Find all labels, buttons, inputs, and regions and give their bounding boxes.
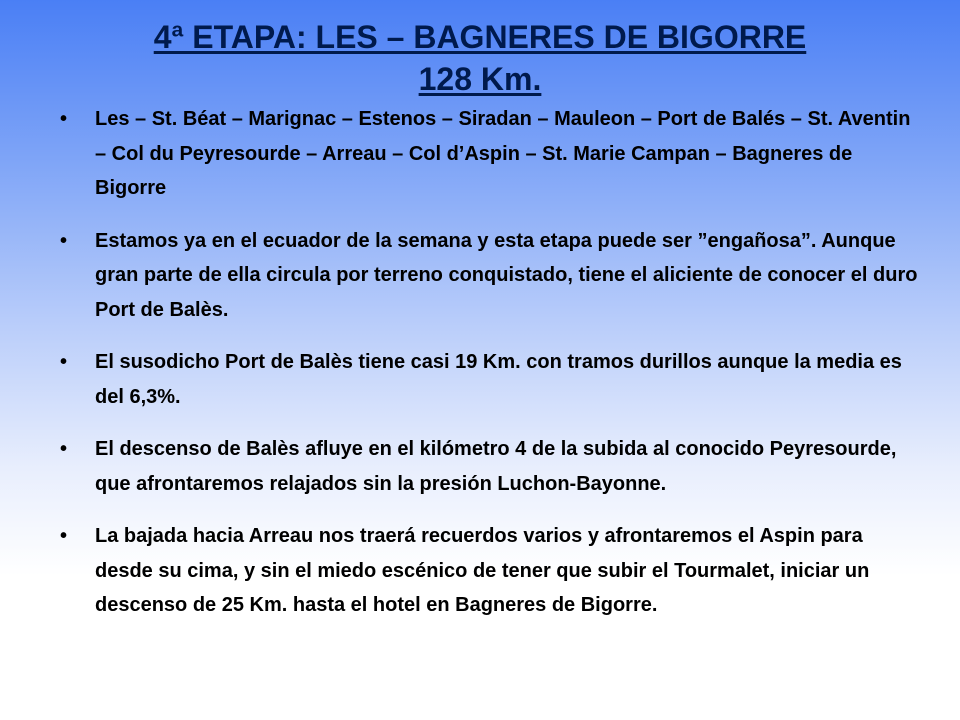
slide-title [0,16,960,100]
bullet-text: Estamos ya en el ecuador de la semana y esta etapa puede ser ”engañosa”. Aunque gran parte de ella circula por terreno conquistado, tiene el aliciente de conocer el duro Port de Balès. [95,229,918,321]
bullet-item-overview [60,224,920,328]
bullet-text: El descenso de Balès afluye en el kilómetro 4 de la subida al conocido Peyresourde, que afrontaremos relajados sin la presión Luchon-Bayonne. [95,438,897,495]
bullet-icon: • [60,229,68,252]
bullet-icon: • [60,438,68,460]
slide-title-stage: 4ª ETAPA: LES – BAGNERES DE BIGORRE [153,19,807,55]
bullet-icon: • [60,108,68,130]
bullet-item-route [60,102,920,206]
bullet-text: El susodicho Port de Balès tiene casi 19 Km. con tramos durillos aunque la media es del 6,3%. [95,351,902,408]
bullet-item-descent [60,432,920,501]
bullet-item-aspin [60,519,920,623]
bullet-text: La bajada hacia Arreau nos traerá recuerdos varios y afrontaremos el Aspin para desde su cima, y sin el miedo escénico de tener que subir el Tourmalet, iniciar un descenso de 25 Km. hasta el hotel en Bagneres de Bigorre. [95,525,870,616]
bullet-text: Les – St. Béat – Marignac – Estenos – Siradan – Mauleon – Port de Balés – St. Aventin – Col du Peyresourde – Arreau – Col d’Aspin – St. Marie Campan – Bagneres de Bigorre [95,108,911,199]
bullet-icon: • [60,351,68,373]
bullet-icon: • [60,525,68,547]
bullet-list [60,102,920,641]
bullet-item-port-de-bales [60,345,920,414]
slide-title-distance: 128 Km. [418,61,542,97]
